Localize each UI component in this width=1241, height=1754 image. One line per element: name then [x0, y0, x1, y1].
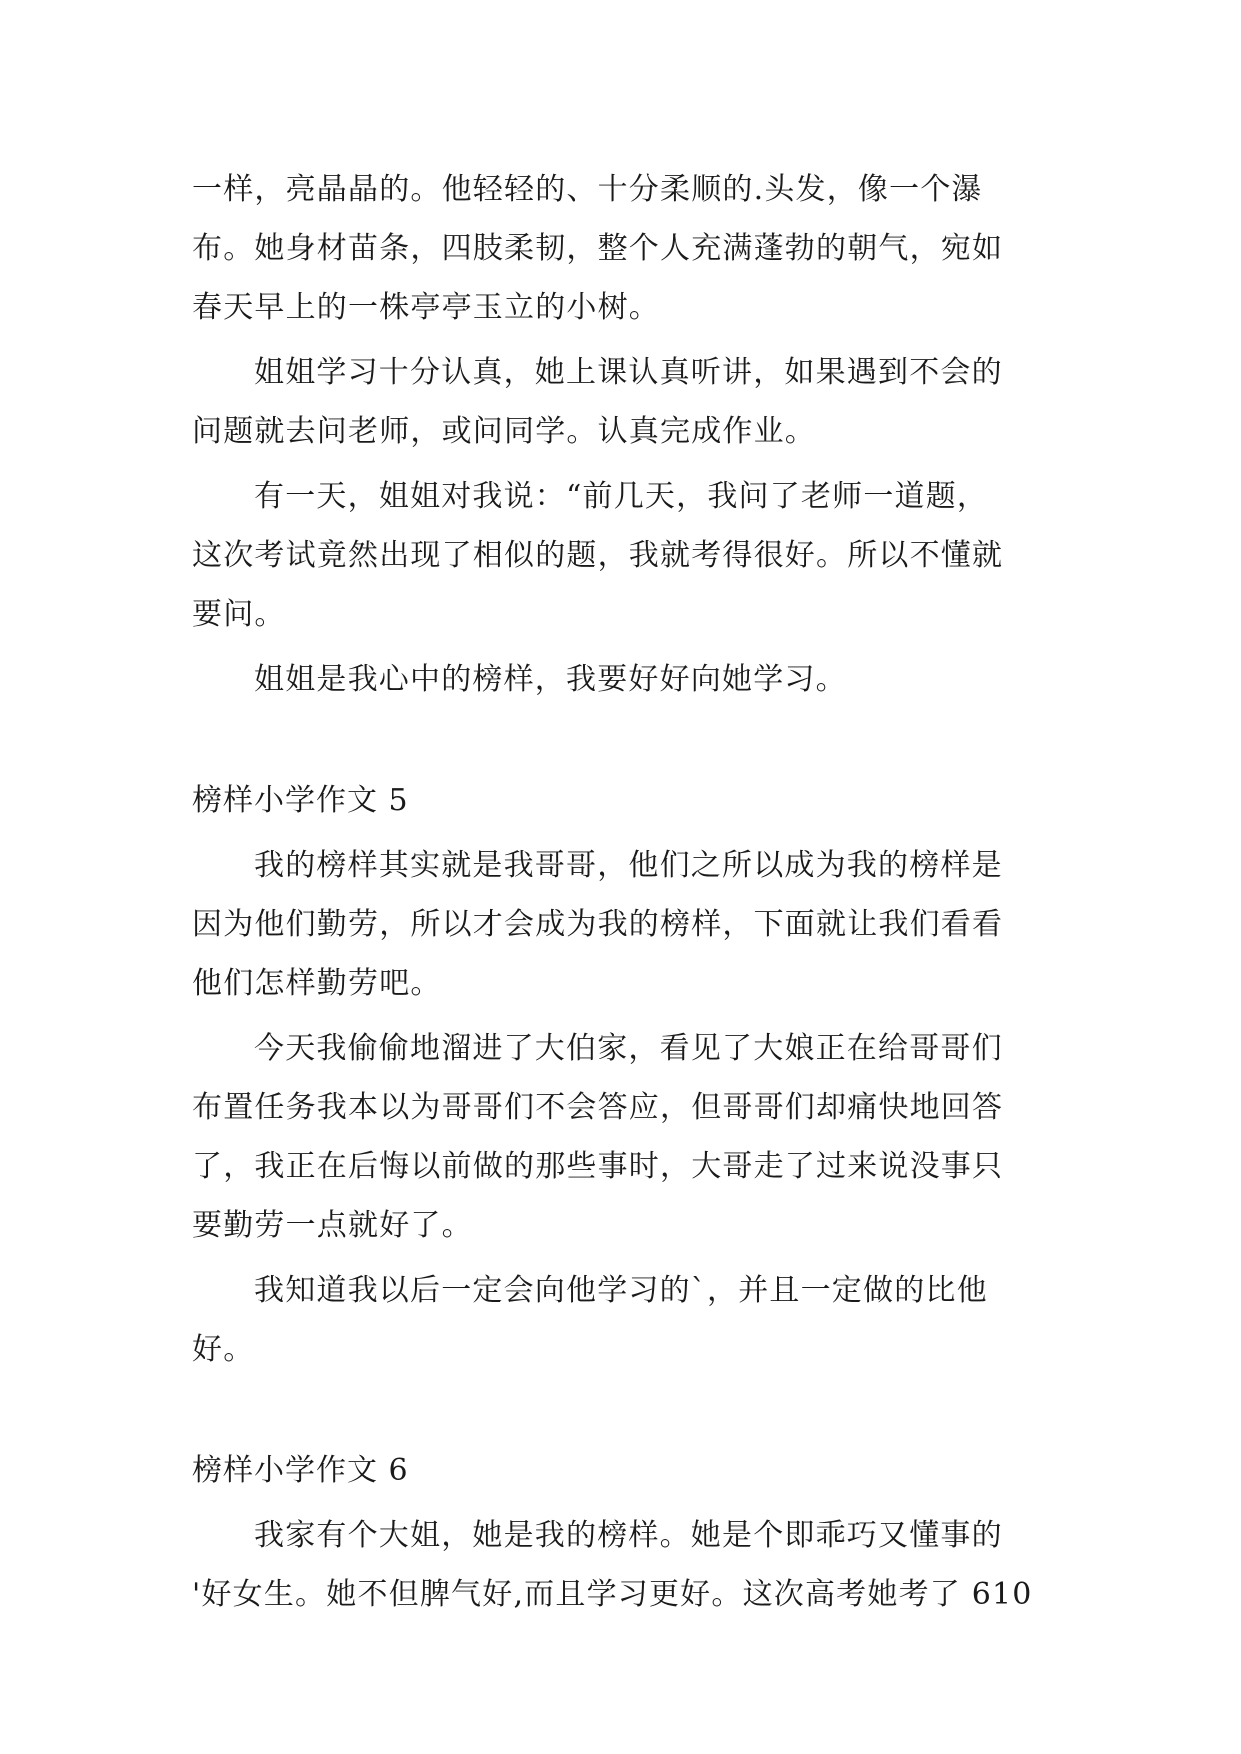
- text-line: 我的榜样其实就是我哥哥，他们之所以成为我的榜样是: [254, 848, 1003, 883]
- text-line: 姐姐学习十分认真，她上课认真听讲，如果遇到不会的: [254, 355, 1003, 390]
- section-heading: [192, 771, 1058, 830]
- text-line: 问题就去问老师，或问同学。认真完成作业。: [192, 414, 816, 449]
- text-line: 布。她身材苗条，四肢柔韧，整个人充满蓬勃的朝气，宛如: [192, 231, 1004, 266]
- paragraph: [192, 1506, 1058, 1624]
- heading-text: 榜样小学作文 5: [192, 783, 409, 818]
- text-line: 这次考试竟然出现了相似的题，我就考得很好。所以不懂就: [192, 538, 1004, 573]
- section-heading: [192, 1441, 1058, 1500]
- text-line: 姐姐是我心中的榜样，我要好好向她学习。: [254, 662, 847, 697]
- text-line: '好女生。她不但脾气好,而且学习更好。这次高考她考了 610: [192, 1577, 1033, 1612]
- text-line: 有一天，姐姐对我说：“前几天，我问了老师一道题，: [254, 479, 989, 514]
- paragraph: [192, 1019, 1058, 1255]
- text-line: 了，我正在后悔以前做的那些事时，大哥走了过来说没事只: [192, 1149, 1004, 1184]
- paragraph: [192, 467, 1058, 644]
- text-line: 春天早上的一株亭亭玉立的小树。: [192, 290, 660, 325]
- text-line: 要问。: [192, 597, 286, 632]
- text-line: 布置任务我本以为哥哥们不会答应，但哥哥们却痛快地回答: [192, 1090, 1004, 1125]
- text-line: 他们怎样勤劳吧。: [192, 966, 442, 1001]
- paragraph-continued: [192, 160, 1058, 337]
- heading-text: 榜样小学作文 6: [192, 1453, 409, 1488]
- text-line: 我知道我以后一定会向他学习的`，并且一定做的比他: [254, 1273, 988, 1308]
- section-spacer: [192, 715, 1058, 771]
- paragraph: [192, 343, 1058, 461]
- text-line: 今天我偷偷地溜进了大伯家，看见了大娘正在给哥哥们: [254, 1031, 1003, 1066]
- section-spacer: [192, 1385, 1058, 1441]
- paragraph: [192, 836, 1058, 1013]
- paragraph: [192, 650, 1058, 709]
- text-line: 好。: [192, 1332, 255, 1367]
- text-line: 我家有个大姐，她是我的榜样。她是个即乖巧又懂事的: [254, 1518, 1003, 1553]
- text-line: 一样，亮晶晶的。他轻轻的、十分柔顺的.头发，像一个瀑: [192, 172, 983, 207]
- paragraph: [192, 1261, 1058, 1379]
- text-line: 因为他们勤劳，所以才会成为我的榜样，下面就让我们看看: [192, 907, 1004, 942]
- document-page: [192, 160, 1058, 1630]
- text-line: 要勤劳一点就好了。: [192, 1208, 473, 1243]
